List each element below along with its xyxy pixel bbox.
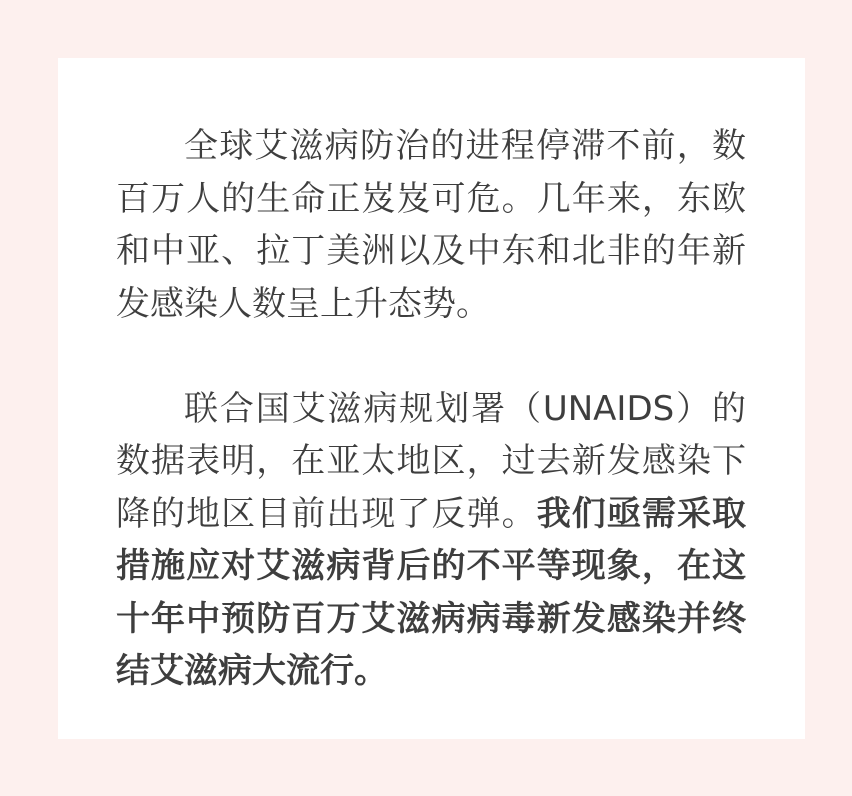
paragraph-2: [116, 383, 746, 698]
paragraph-2-emphasis: 我们亟需采取措施应对艾滋病背后的不平等现象，在这十年中预防百万艾滋病病毒新发感染并终结艾滋病大流行。: [116, 493, 747, 691]
paragraph-1: [116, 120, 746, 330]
paragraph-2-text: 联合国艾滋病规划署（UNAIDS）的数据表明，在亚太地区，过去新发感染下降的地区目前出现了反弹。: [116, 388, 746, 534]
article-content-card: [58, 58, 805, 739]
paragraph-1-text: 全球艾滋病防治的进程停滞不前，数百万人的生命正岌岌可危。几年来，东欧和中亚、拉丁美洲以及中东和北非的年新发感染人数呈上升态势。: [116, 126, 746, 324]
